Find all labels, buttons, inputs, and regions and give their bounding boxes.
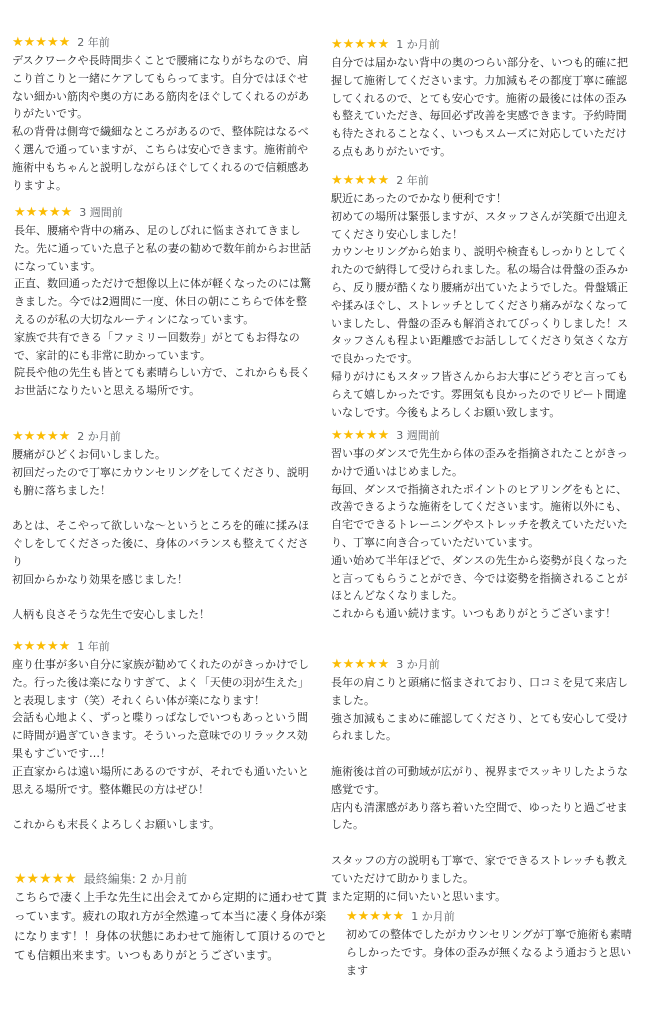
review-4 xyxy=(12,638,312,834)
star-rating-icon: ★★★★★ xyxy=(331,173,390,188)
review-7 xyxy=(331,172,633,421)
review-6 xyxy=(331,36,633,161)
review-meta xyxy=(331,656,633,674)
review-9 xyxy=(331,656,633,905)
review-text: 自分では届かない背中の奥のつらい部分を、いつも的確に把握して施術してくださいます。力加減もその都度丁寧に確認してくれるので、とても安心です。施術の最後には体の歪みも整えていただき、毎回必ず改善を実感できます。予約時間も待たされることなく、いつもスムーズに対応していただける点もありがたいです。 xyxy=(331,56,628,158)
star-rating-icon: ★★★★★ xyxy=(12,35,71,50)
review-10 xyxy=(346,908,634,979)
review-3 xyxy=(12,428,312,624)
review-meta xyxy=(331,427,633,445)
review-text: 長年の肩こりと頭痛に悩まされており、口コミを見て来店しました。 強さ加減もこまめに確認してくださり、とても安心して受けられました。 施術後は首の可動域が広がり、視界までスッキリしたような感覚です。 店内も清潔感があり落ち着いた空間で、ゆったりと過ごせました。 スタッフの方の説明も丁寧で、家でできるストレッチも教えていただけて助かりました。 また定期的に伺いたいと思います。 xyxy=(331,676,628,903)
review-date: 1 か月前 xyxy=(396,38,440,51)
review-date: 2 年前 xyxy=(396,174,429,187)
review-meta xyxy=(12,638,312,656)
review-2 xyxy=(14,204,312,400)
review-text: 長年、腰痛や背中の痛み、足のしびれに悩まされてきました。先に通っていた息子と私の妻の勧めで数年前からお世話になっています。 正直、数回通っただけで想像以上に体が軽くなったのには驚きました。今では2週間に一度、休日の朝にこちらで体を整えるのが私の大切なルーティンになっています。 家族で共有できる「ファミリー回数券」がとてもお得なので、家計的にも非常に助かっています。 院長や他の先生も皆とても素晴らしい方で、これからも長くお世話になりたいと思える場所です。 xyxy=(14,224,311,398)
review-text: デスクワークや長時間歩くことで腰痛になりがちなので、肩こり首こりと一緒にケアしてもらってます。自分ではほぐせない細かい筋肉や奥の方にある筋肉をほぐしてくれるのがありがたいです。 私の背骨は側弯で繊細なところがあるので、整体院はなるべく選んで通っていますが、こちらは安心できます。施術前や施術中もちゃんと説明しながらほぐしてくれるので信頼感ありますよ。 xyxy=(12,54,309,192)
review-8 xyxy=(331,427,633,623)
review-meta xyxy=(14,204,312,222)
review-text: 初めての整体でしたがカウンセリングが丁寧で施術も素晴らしかったです。身体の歪みが無くなるよう通おうと思います xyxy=(346,928,632,977)
review-meta xyxy=(331,172,633,190)
review-text: こちらで凄く上手な先生に出会えてから定期的に通わせて貰っています。疲れの取れ方が全然違って本当に凄く身体が楽になります！！身体の状態にあわせて施術して頂けるのでとても信頼出来ます。いつもありがとうございます。 xyxy=(14,890,328,963)
review-text: 習い事のダンスで先生から体の歪みを指摘されたことがきっかけで通いはじめました。 毎回、ダンスで指摘されたポイントのヒアリングをもとに、改善できるような施術をしてくださいます。施術以外にも、自宅でできるトレーニングやストレッチを教えていただいたり、丁寧に向き合っていただいています。 通い始めて半年ほどで、ダンスの先生から姿勢が良くなったと言ってもらうことができ、今では姿勢を指摘されることがほとんどなくなりました。 これからも通い続けます。いつもありがとうございます！ xyxy=(331,447,628,621)
star-rating-icon: ★★★★★ xyxy=(12,639,71,654)
star-rating-icon: ★★★★★ xyxy=(331,657,390,672)
star-rating-icon: ★★★★★ xyxy=(14,871,77,887)
star-rating-icon: ★★★★★ xyxy=(346,909,405,924)
star-rating-icon: ★★★★★ xyxy=(331,37,390,52)
review-meta xyxy=(331,36,633,54)
review-date: 3 週間前 xyxy=(79,206,123,219)
star-rating-icon: ★★★★★ xyxy=(12,429,71,444)
review-meta xyxy=(12,34,312,52)
review-date: 3 か月前 xyxy=(396,658,440,671)
review-date: 3 週間前 xyxy=(396,429,440,442)
review-text: 駅近にあったのでかなり便利です！ 初めての場所は緊張しますが、スタッフさんが笑顔で出迎えてくださり安心しました！ カウンセリングから始まり、説明や検査もしっかりとしてくれたので納得して受けられました。私の場合は骨盤の歪みから、反り腰が酷くなり腰痛が出ていたようでした。骨盤矯正や揉みほぐし、ストレッチとしてくださり痛みがなくなっていましたし、骨盤の歪みも解消されてびっくりしました！スタッフさんも程よい距離感でお話ししてくださり気さくな方で良かったです。 帰りがけにもスタッフ皆さんからお大事にどうぞと言ってもらえて嬉しかったです。雰囲気も良かったのでリピート間違いなしです。今後もよろしくお願い致します。 xyxy=(331,192,628,419)
review-text: 座り仕事が多い自分に家族が勧めてくれたのがきっかけでした。行った後は楽になりすぎて、よく「天使の羽が生えた」と表現します（笑）それくらい体が楽になります！ 会話も心地よく、ずっと喋りっぱなしでいつもあっという間に時間が過ぎていきます。そういった意味でのリラックス効果もすごいです…！ 正直家からは遠い場所にあるのですが、それでも通いたいと思える場所です。整体難民の方はぜひ！ これからも末長くよろしくお願いします。 xyxy=(12,658,309,832)
review-meta xyxy=(12,428,312,446)
star-rating-icon: ★★★★★ xyxy=(14,205,73,220)
review-5 xyxy=(14,870,336,966)
review-text: 腰痛がひどくお伺いしました。 初回だったので丁寧にカウンセリングをしてくださり、説明も腑に落ちました！ あとは、そこやって欲しいな〜というところを的確に揉みほぐしをしてくださった後に、身体のバランスも整えてくださり 初回からかなり効果を感じました！ 人柄も良さそうな先生で安心しました！ xyxy=(12,448,309,622)
review-date: 2 か月前 xyxy=(77,430,121,443)
review-date: 1 年前 xyxy=(77,640,110,653)
review-date: 最終編集: 2 か月前 xyxy=(83,872,188,886)
star-rating-icon: ★★★★★ xyxy=(331,428,390,443)
review-meta xyxy=(346,908,634,926)
review-date: 1 か月前 xyxy=(411,910,455,923)
review-1 xyxy=(12,34,312,194)
review-date: 2 年前 xyxy=(77,36,110,49)
review-meta xyxy=(14,870,336,888)
